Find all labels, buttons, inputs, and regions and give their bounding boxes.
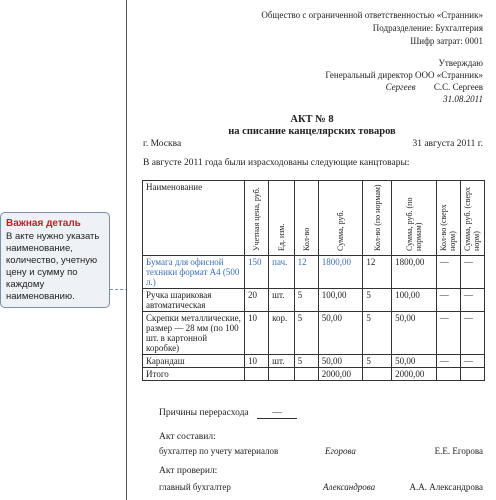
col-header-qty: Кол-во [294,181,318,256]
table-row: Карандаш 10 шт. 5 50,00 5 50,00 — — [143,355,485,368]
checked-signature: Александрова [323,482,376,492]
important-detail-callout [0,212,110,308]
table-header-row [143,181,485,256]
col-header-price: Учетная цена, руб. [245,181,269,256]
reason-value: — [257,408,297,419]
table-row: Ручка шариковая автоматическая 20 шт. 5 100,00 5 100,00 — — [143,289,485,312]
col-header-sum: Сумма, руб. [318,181,363,256]
approval-sign-line [386,82,483,92]
approval-signature: Сергеев [385,82,416,92]
approval-name: С.С. Сергеев [433,82,483,92]
checked-name: А.А. Александрова [409,482,483,492]
overspend-reason [159,408,297,419]
act-title: АКТ № 8 [290,114,334,125]
col-header-qty-over: Кол-во (сверх норм) [436,181,460,256]
compiled-name: Е.Е. Егорова [434,446,483,456]
act-document [126,0,496,500]
compiled-label: Акт составил: [159,432,216,442]
col-header-qty-norm: Кол-во (по нормам) [363,181,392,256]
table-total-row: Итого 2000,00 2000,00 [143,368,485,381]
supplies-table [142,180,485,381]
org-name: Общество с ограниченной ответственностью «Странник» [261,10,483,20]
department: Подразделение: Бухгалтерия [372,23,483,33]
reason-label: Причины перерасхода [159,408,249,418]
col-header-sum-norm: Сумма, руб. (по нормам) [392,181,437,256]
cost-cipher: Шифр затрат: 0001 [410,36,483,46]
callout-title: Важная деталь [6,218,81,229]
act-subtitle: на списание канцелярских товаров [228,126,396,137]
table-row: Скрепки металлические, размер — 28 мм (по 100 шт. в картонной коробке) 10 кор. 5 50,00 5 50,00 — — [143,312,485,355]
checked-position: главный бухгалтер [159,482,231,492]
compiled-signature: Егорова [325,446,356,456]
callout-text: В акте нужно указать наименование, количество, учетную цену и сумму по каждому наименованию. [6,231,100,302]
col-header-unit: Ед. изм. [269,181,294,256]
approval-position: Генеральный директор ООО «Странник» [325,70,483,80]
compiled-position: бухгалтер по учету материалов [159,446,279,456]
act-city: г. Москва [143,139,182,149]
col-header-sum-over: Сумма, руб. (сверх норм) [460,181,484,256]
checked-label: Акт проверил: [159,466,218,476]
act-intro: В августе 2011 года были израсходованы следующие канцтовары: [143,158,410,168]
approval-label: Утверждаю [438,58,483,68]
act-date: 31 августа 2011 г. [412,139,483,149]
table-row: Бумага для офисной техники формат А4 (500 л.) 150 пач. 12 1800,00 12 1800,00 — — [143,256,485,289]
col-header-name: Наименование [143,181,245,256]
approval-date: 31.08.2011 [443,94,483,104]
